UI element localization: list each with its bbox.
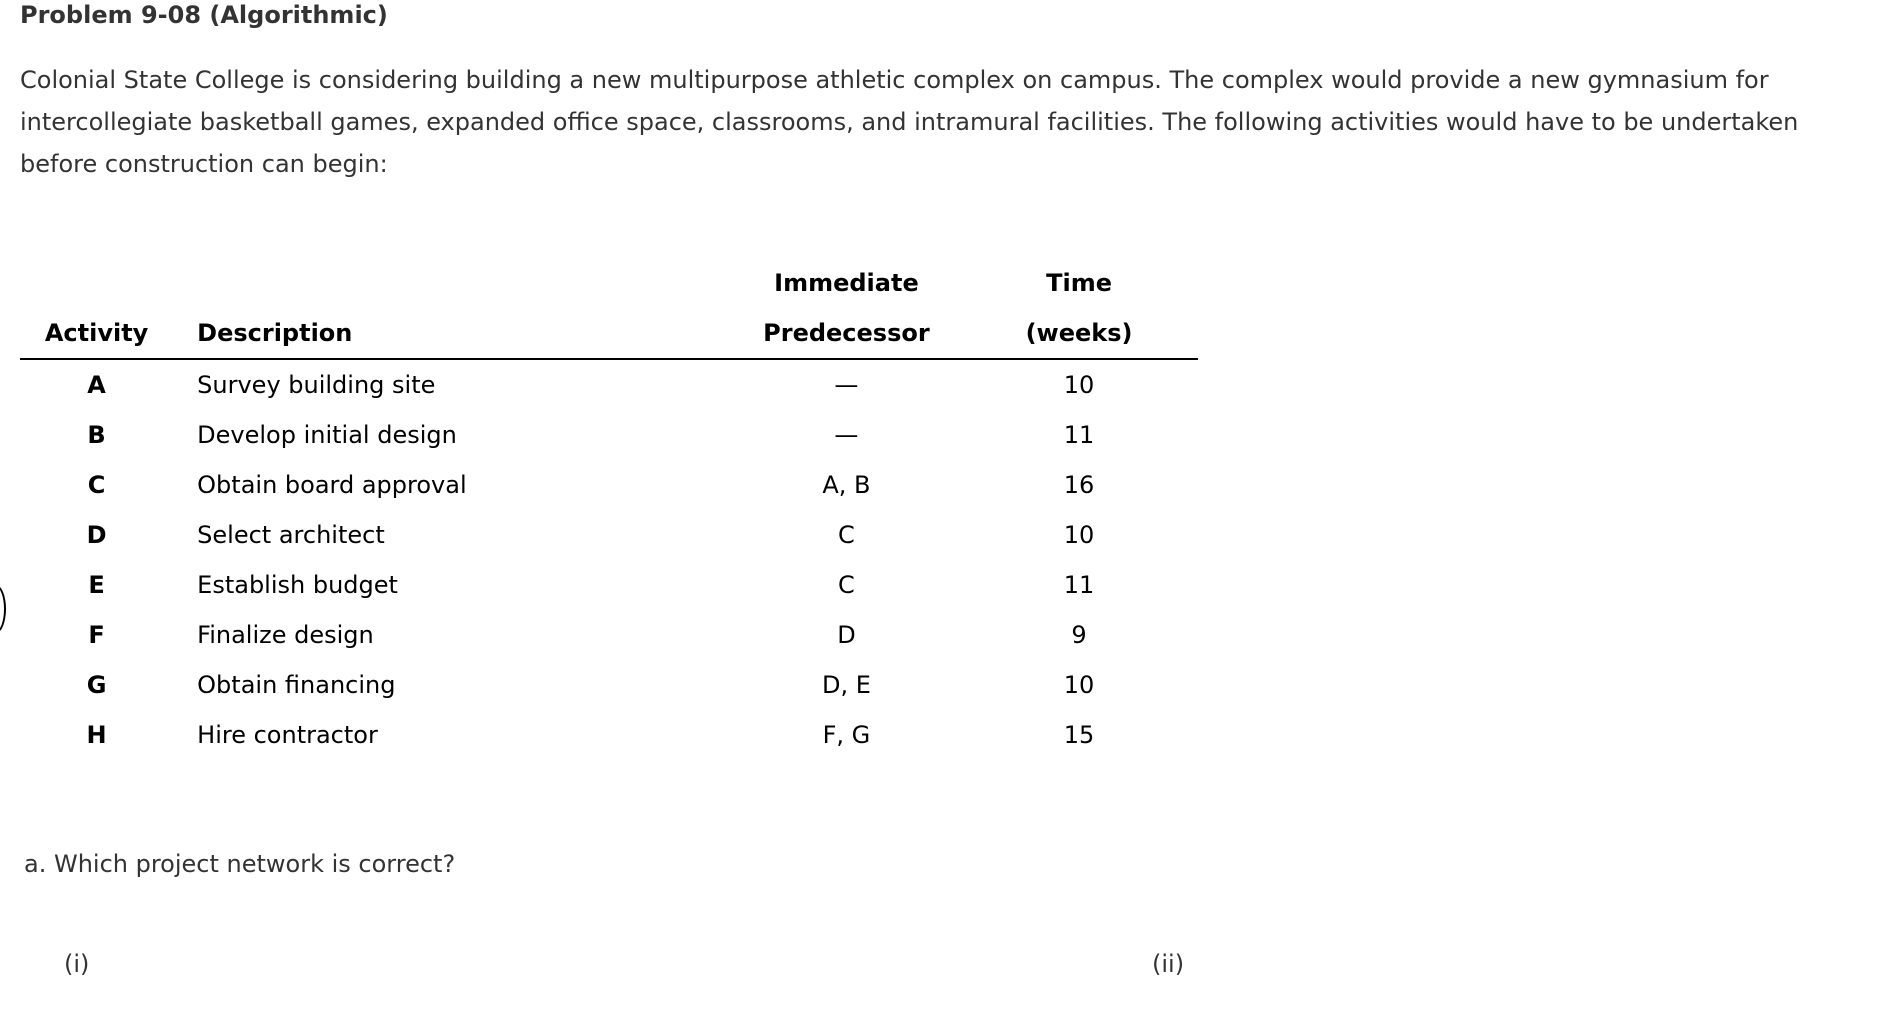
time-cell: 15 (1063, 721, 1095, 749)
question-a: a. Which project network is correct? (24, 850, 456, 878)
table-header-row-1 (20, 258, 1198, 308)
time-cell: 11 (1063, 571, 1095, 599)
time-cell: 10 (1063, 671, 1095, 699)
predecessor-cell: C (838, 521, 855, 549)
activity-cell: G (86, 671, 107, 699)
header-activity-top (20, 258, 173, 308)
table-row (20, 460, 1198, 510)
header-description-top (173, 258, 733, 308)
activity-cell: H (86, 721, 107, 749)
predecessor-cell: F, G (822, 721, 871, 749)
time-cell: 10 (1063, 371, 1095, 399)
header-immediate: Immediate (774, 269, 919, 297)
header-weeks: (weeks) (960, 308, 1198, 359)
description-cell: Obtain board approval (197, 471, 467, 499)
description-cell: Establish budget (197, 571, 398, 599)
description-cell: Develop initial design (197, 421, 457, 449)
activity-cell: D (86, 521, 107, 549)
table-row (20, 410, 1198, 460)
table-header-row-2 (20, 308, 1198, 359)
activity-cell: E (88, 571, 105, 599)
description-cell: Finalize design (197, 621, 374, 649)
predecessor-cell: C (838, 571, 855, 599)
predecessor-cell: D, E (821, 671, 871, 699)
header-predecessor: Predecessor (733, 308, 960, 359)
time-cell: 11 (1063, 421, 1095, 449)
header-description: Description (173, 308, 733, 359)
header-activity: Activity (20, 308, 173, 359)
edge-mark-icon (0, 585, 6, 633)
table-row (20, 660, 1198, 710)
problem-intro: Colonial State College is considering building a new multipurpose athletic complex on campus. The complex would provide a new gymnasium for intercollegiate basketball games, expanded office space, classrooms, and intramural facilities. The following activities would have to be undertaken before construction can begin: (20, 66, 1799, 178)
network-option-ii[interactable]: (ii) (1152, 950, 1185, 978)
description-cell: Survey building site (197, 371, 436, 399)
description-cell: Obtain financing (197, 671, 396, 699)
time-cell: 10 (1063, 521, 1095, 549)
table-row (20, 710, 1198, 760)
time-cell: 16 (1063, 471, 1095, 499)
activity-table (20, 258, 1198, 760)
activity-cell: C (87, 471, 106, 499)
activity-cell: B (87, 421, 106, 449)
problem-title: Problem 9-08 (Algorithmic) (20, 1, 388, 29)
predecessor-cell: D (837, 621, 856, 649)
activity-cell: F (88, 621, 105, 649)
table-row (20, 610, 1198, 660)
table-row (20, 560, 1198, 610)
description-cell: Hire contractor (197, 721, 378, 749)
predecessor-cell: A, B (822, 471, 871, 499)
table-row (20, 510, 1198, 560)
description-cell: Select architect (197, 521, 385, 549)
predecessor-cell: — (834, 421, 859, 449)
activity-cell: A (87, 371, 106, 399)
time-cell: 9 (1071, 621, 1087, 649)
header-time: Time (1046, 269, 1112, 297)
table-row (20, 359, 1198, 410)
network-option-i[interactable]: (i) (64, 950, 90, 978)
predecessor-cell: — (834, 371, 859, 399)
